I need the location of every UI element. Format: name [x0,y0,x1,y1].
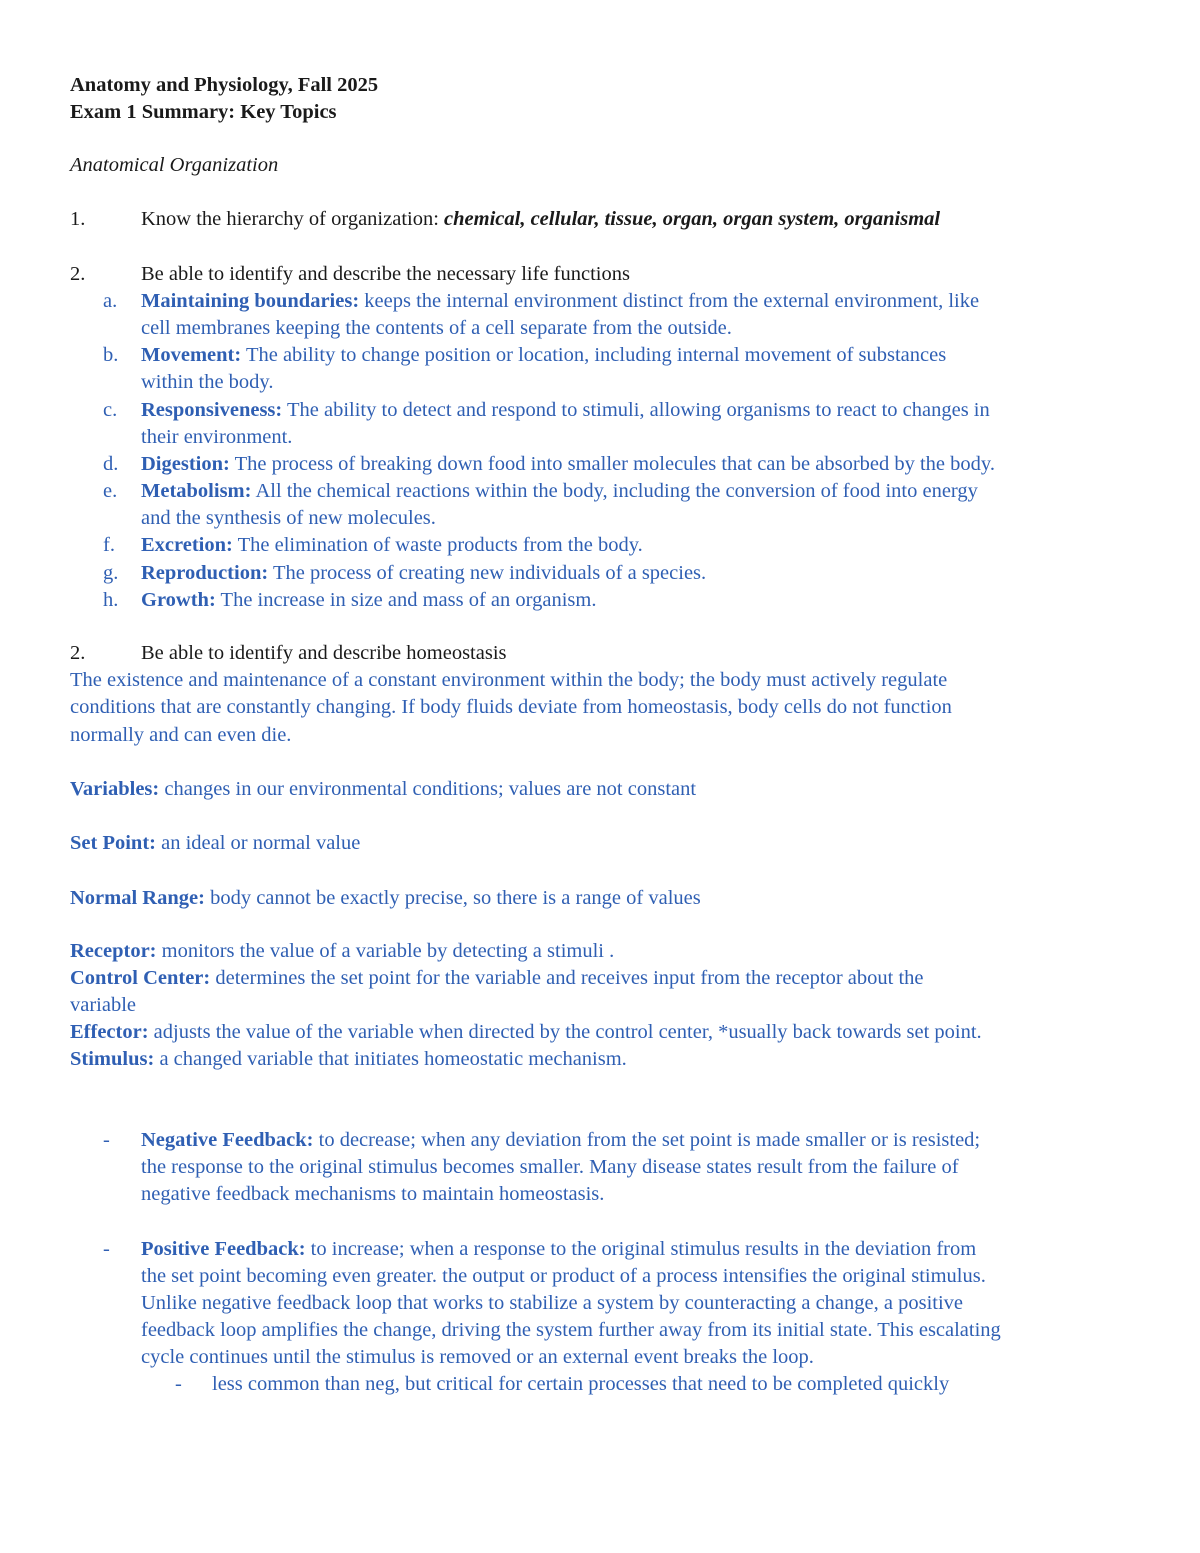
list-desc-line1: The process of creating new individuals of a species. [268,562,707,584]
definition-set-point [70,830,1140,857]
definition-term: Variables: [70,778,160,800]
item-lead-text: Know the hierarchy of organization: [141,208,445,230]
definition-stimulus [70,1046,1140,1073]
feedback-line3: Unlike negative feedback loop that works to stabilize a system by counteracting a change, a positive [141,1292,964,1314]
list-letter: b. [103,344,119,366]
list-term: Digestion: [141,453,230,475]
definition-normal-range [70,885,1140,912]
definition-receptor [70,938,1140,965]
list-letter: h. [103,589,119,611]
list-text [141,587,1160,614]
definition-term: Receptor: [70,940,157,962]
list-letter: d. [103,453,119,475]
definition-term: Stimulus: [70,1048,155,1070]
list-desc-line2: within the body. [141,371,274,393]
definition-text-line1: determines the set point for the variable and receives input from the receptor about the [210,967,924,989]
list-text [141,478,1160,532]
bullet-dash: - [175,1373,182,1395]
bullet-dash: - [103,1129,110,1151]
definition-variables [70,776,1140,803]
definition-term: Normal Range: [70,887,205,909]
item-text: Be able to identify and describe homeostasis [141,642,507,664]
bullet-dash: - [103,1238,110,1260]
list-letter: e. [103,480,118,502]
item-text [141,206,1160,233]
list-desc-line1: The ability to change position or location, including internal movement of substances [241,344,947,366]
definition-text: adjusts the value of the variable when directed by the control center, *usually back towards set point. [148,1021,982,1043]
feedback-line1: to decrease; when any deviation from the set point is made smaller or is resisted; [313,1129,981,1151]
list-desc-line1: The ability to detect and respond to stimuli, allowing organisms to react to changes in [282,399,990,421]
list-term: Maintaining boundaries: [141,290,360,312]
homeostasis-line-3: normally and can even die. [70,724,292,746]
list-text [141,397,1160,451]
sub-bullet-text: less common than neg, but critical for certain processes that need to be completed quickly [212,1373,950,1395]
list-term: Movement: [141,344,242,366]
list-desc-line2: cell membranes keeping the contents of a cell separate from the outside. [141,317,732,339]
homeostasis-line-2: conditions that are constantly changing. If body fluids deviate from homeostasis, body cells do not function [70,696,952,718]
list-letter: g. [103,562,119,584]
list-desc-line1: The increase in size and mass of an organism. [215,589,597,611]
bullet-text [141,1236,1160,1371]
definition-term: Control Center: [70,967,211,989]
definition-text: an ideal or normal value [155,832,361,854]
feedback-term: Negative Feedback: [141,1129,314,1151]
item-number: 2. [70,642,86,664]
list-desc-line1: All the chemical reactions within the body, including the conversion of food into energy [251,480,978,502]
document-title: Anatomy and Physiology, Fall 2025 [70,74,379,96]
list-desc-line1: keeps the internal environment distinct from the external environment, like [359,290,980,312]
feedback-line2: the set point becoming even greater. the output or product of a process intensifies the original stimulus. [141,1265,986,1287]
list-desc-line2: their environment. [141,426,293,448]
definition-text: monitors the value of a variable by detecting a stimuli . [156,940,615,962]
definition-text: body cannot be exactly precise, so there is a range of values [204,887,701,909]
definition-term: Effector: [70,1021,149,1043]
homeostasis-line-1: The existence and maintenance of a constant environment within the body; the body must actively regulate [70,669,948,691]
list-letter: f. [103,534,115,556]
definition-control-center [70,965,1140,1019]
bullet-text [141,1127,1160,1208]
feedback-line5: cycle continues until the stimulus is removed or an external event breaks the loop. [141,1346,814,1368]
list-text [141,451,1160,478]
hierarchy-levels: chemical, cellular, tissue, organ, organ system, organismal [444,208,941,230]
section-heading: Anatomical Organization [70,154,279,176]
list-letter: c. [103,399,118,421]
list-text [141,342,1160,396]
list-term: Responsiveness: [141,399,283,421]
list-term: Reproduction: [141,562,269,584]
feedback-term: Positive Feedback: [141,1238,306,1260]
list-term: Growth: [141,589,216,611]
list-letter: a. [103,290,118,312]
document-subtitle: Exam 1 Summary: Key Topics [70,101,337,123]
definition-text-line2: variable [70,994,137,1016]
definition-text: a changed variable that initiates homeostatic mechanism. [154,1048,627,1070]
feedback-line3: negative feedback mechanisms to maintain homeostasis. [141,1183,605,1205]
list-desc-line1: The process of breaking down food into smaller molecules that can be absorbed by the body. [229,453,995,475]
feedback-line1: to increase; when a response to the original stimulus results in the deviation from [305,1238,977,1260]
definition-text: changes in our environmental conditions; values are not constant [159,778,697,800]
feedback-line4: feedback loop amplifies the change, driving the system further away from its initial state. This escalating [141,1319,1001,1341]
list-term: Excretion: [141,534,233,556]
definition-effector [70,1019,1140,1046]
list-term: Metabolism: [141,480,252,502]
item-text: Be able to identify and describe the necessary life functions [141,263,630,285]
feedback-line2: the response to the original stimulus becomes smaller. Many disease states result from the failure of [141,1156,959,1178]
list-text [141,532,1160,559]
item-number: 1. [70,208,86,230]
list-text [141,288,1160,342]
definition-term: Set Point: [70,832,156,854]
list-desc-line1: The elimination of waste products from the body. [232,534,643,556]
list-text [141,560,1160,587]
item-number: 2. [70,263,86,285]
list-desc-line2: and the synthesis of new molecules. [141,507,436,529]
